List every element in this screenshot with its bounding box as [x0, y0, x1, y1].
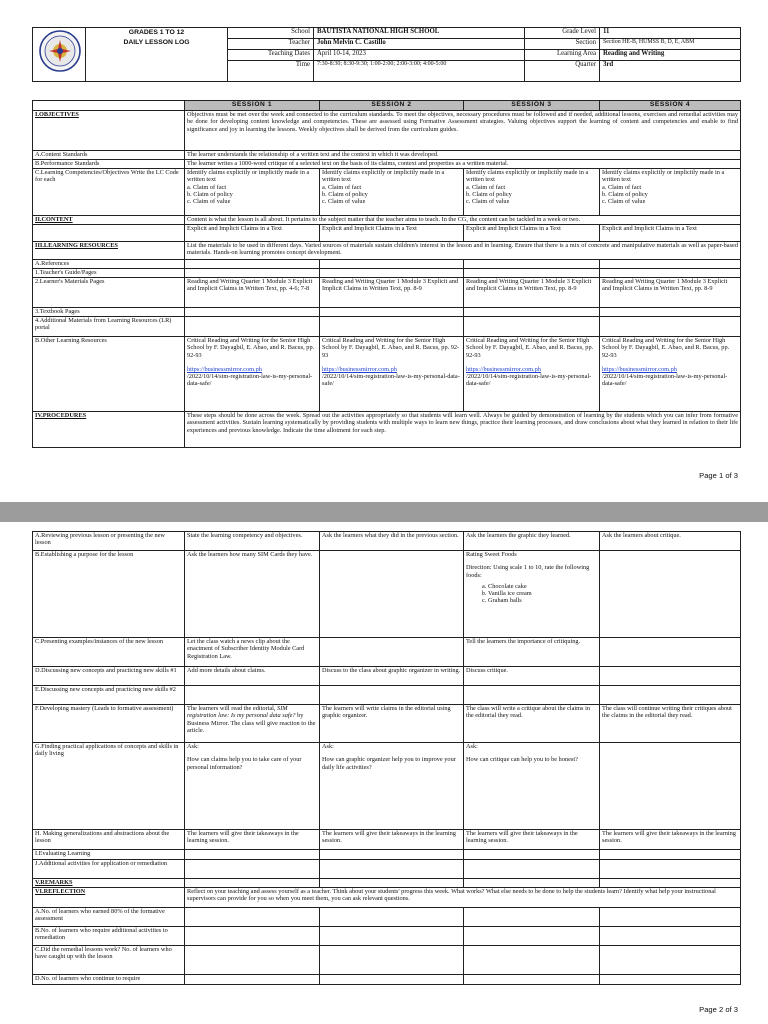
purpose-s4	[600, 551, 741, 638]
discussing-1-s1: Add more details about claims.	[185, 667, 320, 686]
reflection-b-label: B.No. of learners who require additional activities to remediation	[33, 927, 185, 946]
comp-b: b. Claim of policy	[187, 190, 233, 198]
other-resources-label: B.Other Learning Resources	[33, 337, 185, 412]
remarks-label: V.REMARKS	[33, 879, 185, 888]
objectives-text: Objectives must be met over the week and connected to the curriculum standards. To meet the objectives, necessary procedures must be followed and if needed, additional lessons, exercises and remedial activities may be done for developing content knowledge and competencies. These are assessed using Formative Assessment strategies. Valuing objectives support the learning of content and competencies and enable to find significance and joy in learning the lessons. Weekly objectives shall be derived from the curriculum guides.	[185, 111, 741, 151]
review-s3: Ask the learners the graphic they learned.	[464, 532, 600, 551]
objectives-label: I.OBJECTIVES	[33, 111, 185, 151]
purpose-s3	[464, 551, 600, 638]
quarter-label: Quarter	[525, 61, 600, 82]
application-s1	[185, 743, 320, 830]
other-text: Critical Reading and Writing for the Senior High School by F. Dayagbil, E. Abao, and R. Bacus, pp. 92-93	[187, 337, 315, 359]
textbook-label: 3.Textbook Pages	[33, 308, 185, 317]
presenting-label: C.Presenting examples/instances of the new lesson	[33, 638, 185, 667]
comp-b: b. Claim of policy	[466, 190, 512, 198]
ask-label: Ask:	[187, 743, 199, 750]
header-title-line1: GRADES 1 TO 12	[128, 29, 185, 36]
content-label: II.CONTENT	[33, 216, 185, 225]
content-standards-text: The learner understands the relationship of a written text and the context in which it was developed.	[185, 151, 741, 160]
resources-text: List the materials to be used in different days. Varied sources of materials sustain children's interest in the lesson and in learning. Ensure that there is a mix of concrete and manipulative materials as well as paper-based materials. Hands-on learning promotes concept development.	[185, 242, 741, 260]
review-s1: State the learning competency and objectives.	[185, 532, 320, 551]
mastery-s4: The class will continue writing their critiques about the claims in the editorial they read.	[600, 705, 741, 743]
rating-list	[466, 583, 597, 605]
page-2	[0, 522, 768, 1024]
rating-item: a. Chocolate cake	[488, 583, 597, 590]
mastery-label: F.Developing mastery (Leads to formative assessment)	[33, 705, 185, 743]
procedures-text: These steps should be done across the week. Spread out the activities appropriately so that students will learn well. Always be guided by demonstration of learning by the students which you can infer from formative assessment activities. Sustain learning systematically by providing students with multiple ways to learn new things, practice their learning processes, and draw conclusions about what they learned in relation to their life experiences and previous knowledge. Indicate the time allotment for each step.	[185, 412, 741, 448]
comp-intro: Identify claims explicitly or implicitly made in a written text	[466, 169, 589, 184]
reflection-d-label: D.No. of learners who continue to require	[33, 975, 185, 985]
purpose-s2	[320, 551, 464, 638]
other-s1	[185, 337, 320, 412]
header-title	[86, 28, 228, 82]
page-number: Page 1 of 3	[699, 471, 738, 480]
learners-materials-label: 2.Learner's Materials Pages	[33, 278, 185, 308]
content-s1: Explicit and Implicit Claims in a Text	[185, 225, 320, 242]
generalization-s2: The learners will give their takeaways in the learning session.	[320, 830, 464, 850]
lm-s2: Reading and Writing Quarter 1 Module 3 Explicit and Implicit Claims in Written Text, pp. 8-9	[320, 278, 464, 308]
resources-label: III.LEARNING RESOURCES	[33, 242, 185, 260]
review-s2: Ask the learners what they did in the previous section.	[320, 532, 464, 551]
reflection-label: VI.REFLECTION	[33, 888, 185, 908]
comp-c: c. Claim of value	[322, 198, 366, 206]
comp-b: b. Claim of policy	[322, 190, 368, 198]
additional-materials-label: 4.Additional Materials from Learning Resources (LR) portal	[33, 317, 185, 337]
lm-s1: Reading and Writing Quarter 1 Module 3 Explicit and Implicit Claims in Written Text, pp. 4-6; 7-8	[185, 278, 320, 308]
mastery-s3: The class will write a critique about the claims in the editorial they read.	[464, 705, 600, 743]
discussing-1-s3: Discuss critique.	[464, 667, 600, 686]
content-text: Content is what the lesson is all about. It pertains to the subject matter that the teacher aims to teach. In the CG, the content can be tackled in a week or two.	[185, 216, 741, 225]
application-question: How can critique can help you to be honest?	[466, 756, 578, 764]
session-4-header: SESSION 4	[600, 101, 741, 111]
application-question: How can graphic organizer help you to improve your daily life activities?	[322, 756, 456, 771]
procedures-label: IV.PROCEDURES	[33, 412, 185, 448]
other-text: Critical Reading and Writing for the Senior High School by F. Dayagbil, E. Abao, and R. Bacus, pp. 92-93	[466, 337, 594, 359]
other-link-path: /2022/10/14/sim-registration-law-is-my-personal-data-safe/	[602, 373, 728, 388]
generalization-label: H. Making generalizations and abstractions about the lesson	[33, 830, 185, 850]
competencies-label: C.Learning Competencies/Objectives Write the LC Code for each	[33, 169, 185, 216]
area-label: Learning Area	[525, 50, 600, 61]
deped-seal-icon	[37, 29, 83, 73]
mastery-s1-post: by Business Mirror. The class will give reaction to the article.	[187, 712, 316, 734]
competencies-s1	[185, 169, 320, 216]
grade-label: Grade Level	[525, 28, 600, 39]
section-label: Section	[525, 39, 600, 50]
section-value: Section HE-B, HUMSS B, D, E, ABM	[600, 39, 741, 50]
other-link[interactable]: https://businessmirror.com.ph	[187, 365, 262, 373]
time-value: 7:30-8:30; 8:30-9:30; 1:00-2:00; 2:00-3:00; 4:00-5:00	[314, 61, 525, 82]
review-label: A.Reviewing previous lesson or presenting the new lesson	[33, 532, 185, 551]
comp-a: a. Claim of fact	[466, 183, 506, 191]
page-1	[0, 0, 768, 502]
rating-title: Rating Sweet Foods	[466, 551, 517, 558]
comp-b: b. Claim of policy	[602, 190, 648, 198]
quarter-value: 3rd	[600, 61, 741, 82]
ask-label: Ask:	[466, 743, 478, 750]
session-1-header: SESSION 1	[185, 101, 320, 111]
rating-item: b. Vanilla ice cream	[488, 590, 597, 597]
area-value: Reading and Writing	[600, 50, 741, 61]
evaluating-label: I.Evaluating Learning	[33, 850, 185, 860]
sessions-corner	[33, 101, 185, 111]
application-s3	[464, 743, 600, 830]
rating-item: c. Graham balls	[488, 597, 597, 604]
comp-a: a. Claim of fact	[602, 183, 642, 191]
header-table	[32, 27, 741, 82]
competencies-s4	[600, 169, 741, 216]
comp-a: a. Claim of fact	[322, 183, 362, 191]
other-link-path: /2022/10/14/sim-registration-law-is-my-personal-data-safe/	[466, 373, 592, 388]
ask-label: Ask:	[322, 743, 334, 750]
generalization-s3: The learners will give their takeaways in the learning session.	[464, 830, 600, 850]
content-standards-label: A.Content Standards	[33, 151, 185, 160]
competencies-s2	[320, 169, 464, 216]
teacher-value: John Melvin C. Castillo	[314, 39, 525, 50]
discussing-1-label: D.Discussing new concepts and practicing new skills #1	[33, 667, 185, 686]
page-number: Page 2 of 3	[699, 1005, 738, 1014]
rating-direction: Direction: Using scale 1 to 10, rate the following foods:	[466, 564, 590, 579]
other-link[interactable]: https://businessmirror.com.ph	[466, 365, 541, 373]
other-s2	[320, 337, 464, 412]
teacher-label: Teacher	[228, 39, 314, 50]
presenting-s3: Tell the learners the importance of critiquing.	[464, 638, 600, 667]
time-label: Time	[228, 61, 314, 82]
lm-s3: Reading and Writing Quarter 1 Module 3 Explicit and Implicit Claims in Written Text, pp. 8-9	[464, 278, 600, 308]
lm-s4: Reading and Writing Quarter 1 Module 3 Explicit and Implicit Claims in Written Text, pp. 8-9	[600, 278, 741, 308]
discussing-1-s4	[600, 667, 741, 686]
lesson-table-page2	[32, 531, 741, 985]
reflection-a-label: A.No. of learners who earned 80% of the formative assessment	[33, 908, 185, 927]
performance-standards-label: B.Performance Standards	[33, 160, 185, 169]
session-3-header: SESSION 3	[464, 101, 600, 111]
school-value: BAUTISTA NATIONAL HIGH SCHOOL	[314, 28, 525, 39]
content-s2: Explicit and Implicit Claims in a Text	[320, 225, 464, 242]
dates-label: Teaching Dates	[228, 50, 314, 61]
application-question: How can claims help you to take care of your personal information?	[187, 756, 302, 771]
session-2-header: SESSION 2	[320, 101, 464, 111]
comp-intro: Identify claims explicitly or implicitly made in a written text	[322, 169, 445, 184]
teachers-guide-label: 1.Teacher's Guide/Pages	[33, 269, 185, 278]
application-label: G.Finding practical applications of concepts and skills in daily living	[33, 743, 185, 830]
discussing-1-s2: Discuss to the class about graphic organizer in writing.	[320, 667, 464, 686]
comp-a: a. Claim of fact	[187, 183, 227, 191]
content-s4: Explicit and Implicit Claims in a Text	[600, 225, 741, 242]
editorial-title: SIM registration law: Is my personal data safe?	[187, 705, 296, 720]
other-link[interactable]: https://businessmirror.com.ph	[322, 365, 397, 373]
header-title-line2: DAILY LESSON LOG	[123, 39, 190, 47]
mastery-s2: The learners will write claims in the editorial using graphic organizer.	[320, 705, 464, 743]
review-s4: Ask the learners about critique.	[600, 532, 741, 551]
grade-value: 11	[600, 28, 741, 39]
comp-c: c. Claim of value	[187, 198, 231, 206]
mastery-s1	[185, 705, 320, 743]
competencies-s3	[464, 169, 600, 216]
other-link-path: /2022/10/14/sim-registration-law-is-my-personal-data-safe/	[187, 373, 313, 388]
other-text: Critical Reading and Writing for the Senior High School by F. Dayagbil, E. Abao, and R. Bacus, pp. 92-93	[602, 337, 730, 359]
other-link[interactable]: https://businessmirror.com.ph	[602, 365, 677, 373]
comp-intro: Identify claims explicitly or implicitly made in a written text	[187, 169, 310, 184]
presenting-s1: Let the class watch a news clip about the enactment of Subscriber Identity Module Card Registration Law.	[185, 638, 320, 667]
generalization-s4: The learners will give their takeaways in the learning session.	[600, 830, 741, 850]
application-s4	[600, 743, 741, 830]
comp-intro: Identify claims explicitly or implicitly made in a written text	[602, 169, 725, 184]
generalization-s1: The learners will give their takeaways in the learning session.	[185, 830, 320, 850]
performance-standards-text: The learner writes a 1000-word critique of a selected text on the basis of its claims, context and properties as a written material.	[185, 160, 741, 169]
other-s3	[464, 337, 600, 412]
other-text: Critical Reading and Writing for the Senior High School by F. Dayagbil, E. Abao, and R. Bacus, pp. 92-93	[322, 337, 460, 359]
application-s2	[320, 743, 464, 830]
discussing-2-label: E.Discussing new concepts and practicing new skills #2	[33, 686, 185, 705]
reflection-text: Reflect on your teaching and assess yourself as a teacher. Think about your students' progress this week. What works? What else needs to be done to help the students learn? Identify what help your instructional supervisors can provide for you so when you meet them, you can ask relevant questions.	[185, 888, 741, 908]
references-label: A.References	[33, 260, 185, 269]
dates-value: April 10-14, 2023	[314, 50, 525, 61]
school-label: School	[228, 28, 314, 39]
other-link-path: /2022/10/14/sim-registration-law-is-my-personal-data-safe/	[322, 373, 460, 388]
lesson-table-page1	[32, 100, 741, 448]
reflection-c-label: C.Did the remedial lessons work? No. of learners who have caught up with the lesson	[33, 946, 185, 975]
other-s4	[600, 337, 741, 412]
content-row-empty	[33, 225, 185, 242]
presenting-s4	[600, 638, 741, 667]
deped-seal-cell	[33, 28, 86, 82]
content-s3: Explicit and Implicit Claims in a Text	[464, 225, 600, 242]
purpose-s1: Ask the learners how many SIM Cards they have.	[185, 551, 320, 638]
presenting-s2	[320, 638, 464, 667]
comp-c: c. Claim of value	[602, 198, 646, 206]
comp-c: c. Claim of value	[466, 198, 510, 206]
additional-activities-label: J.Additional activities for application or remediation	[33, 860, 185, 879]
mastery-s1-pre: The learners will read the editorial,	[187, 705, 276, 712]
purpose-label: B.Establishing a purpose for the lesson	[33, 551, 185, 638]
